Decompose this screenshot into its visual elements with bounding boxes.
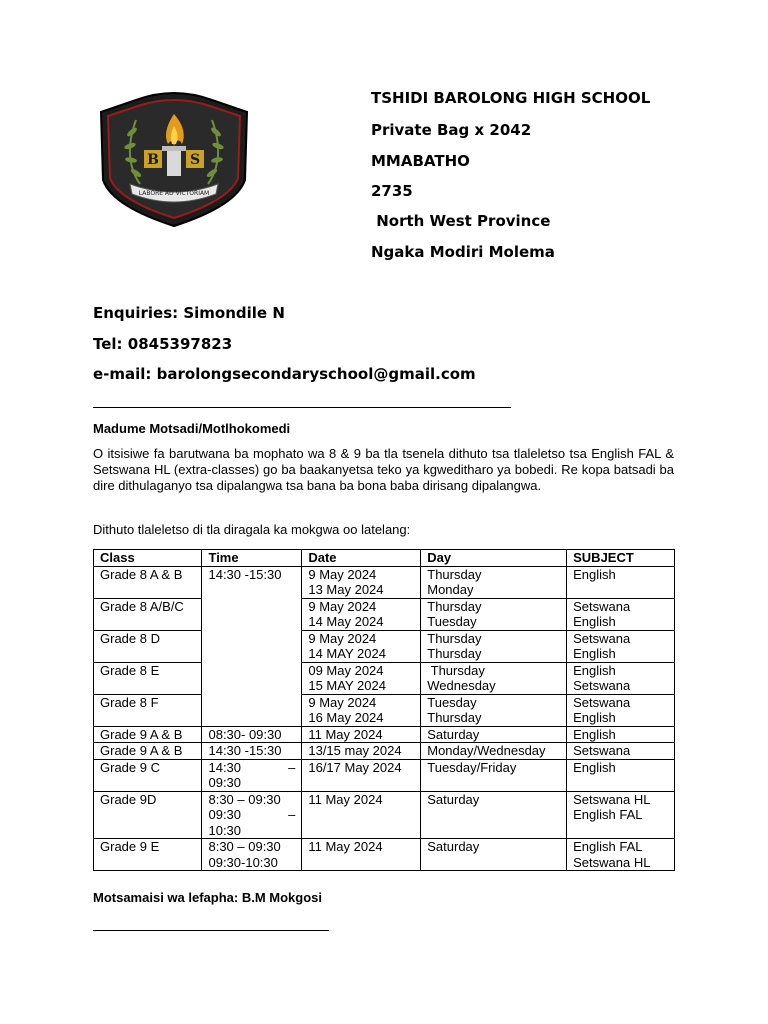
day-line: Thursday [427, 630, 482, 646]
time-segment: – [288, 759, 296, 775]
day-line: Thursday [427, 646, 482, 661]
crest-letter-s: S [189, 152, 201, 168]
time-line: 8:30 – 09:30 [208, 839, 281, 854]
date-cell [302, 630, 421, 662]
day-line: Tuesday/Friday [427, 759, 517, 775]
crest-letter-b: B [147, 152, 159, 168]
day-cell [421, 759, 567, 791]
table-row [94, 726, 675, 743]
time-cell [202, 791, 302, 839]
date-line: 15 MAY 2024 [308, 678, 386, 693]
time-cell [202, 743, 302, 760]
schedule-table [93, 549, 675, 871]
header-subject: SUBJECT [567, 550, 675, 567]
day-cell [421, 630, 567, 662]
subject-line: English [573, 614, 616, 629]
date-cell [302, 726, 421, 743]
date-line: 09 May 2024 [308, 662, 384, 678]
class-cell: Grade 9 A & B [94, 743, 202, 760]
header-date: Date [302, 550, 421, 567]
table-body [94, 566, 675, 871]
day-cell [421, 726, 567, 743]
subject-cell [567, 694, 675, 726]
table-row [94, 598, 675, 630]
header-class: Class [94, 550, 202, 567]
address-line-district: Ngaka Modiri Molema [371, 243, 555, 261]
day-line: Tuesday [427, 614, 477, 629]
time-cell [202, 839, 302, 871]
day-cell [421, 598, 567, 630]
table-row [94, 759, 675, 791]
date-line: 9 May 2024 [308, 630, 377, 646]
subject-cell [567, 839, 675, 871]
time-segment: – [288, 807, 296, 822]
date-line: 9 May 2024 [308, 598, 377, 614]
day-line: Thursday [427, 662, 485, 678]
date-line: 16/17 May 2024 [308, 759, 402, 775]
class-cell: Grade 9 C [94, 759, 202, 791]
subject-cell [567, 743, 675, 760]
signature-rule [93, 930, 329, 931]
subject-line: Setswana [573, 678, 631, 693]
date-line: 14 May 2024 [308, 614, 384, 629]
subject-line: Setswana HL [573, 791, 651, 807]
day-line: Thursday [427, 598, 482, 614]
day-line: Wednesday [427, 678, 496, 693]
date-cell [302, 598, 421, 630]
subject-cell [567, 791, 675, 839]
day-cell [421, 743, 567, 760]
table-row [94, 566, 675, 598]
date-cell [302, 662, 421, 694]
day-line: Monday [427, 582, 474, 597]
subject-line: English [573, 759, 616, 775]
subject-line: Setswana [573, 694, 631, 710]
address-line-postal: Private Bag x 2042 [371, 121, 532, 139]
subject-line: English [573, 566, 616, 582]
date-cell [302, 759, 421, 791]
date-line: 11 May 2024 [308, 791, 383, 807]
subject-line: English FAL [573, 839, 643, 854]
date-line: 11 May 2024 [308, 726, 383, 742]
header-day: Day [421, 550, 567, 567]
address-line-town: MMABATHO [371, 152, 470, 170]
time-line [208, 807, 295, 823]
day-line: Saturday [427, 839, 480, 854]
day-line: Saturday [427, 726, 480, 742]
subject-line: English [573, 710, 616, 725]
schedule-intro: Dithuto tlaleletso di tla diragala ka mokgwa oo latelang: [93, 522, 411, 537]
day-cell [421, 791, 567, 839]
time-segment: 8:30 – 09:30 [208, 791, 281, 807]
date-line: 14 MAY 2024 [308, 646, 386, 661]
time-line: 08:30- 09:30 [208, 726, 282, 742]
email-line: e-mail: barolongsecondaryschool@gmail.com [93, 365, 476, 383]
day-line: Thursday [427, 710, 482, 725]
date-line: 9 May 2024 [308, 566, 377, 582]
class-cell: Grade 9 A & B [94, 726, 202, 743]
day-cell [421, 694, 567, 726]
table-row [94, 630, 675, 662]
table-row [94, 694, 675, 726]
date-cell [302, 839, 421, 871]
class-cell: Grade 8 A & B [94, 566, 202, 598]
subject-cell [567, 759, 675, 791]
day-line: Monday/Wednesday [427, 743, 546, 758]
subject-line: Setswana [573, 598, 631, 614]
class-cell: Grade 8 E [94, 662, 202, 694]
school-crest-logo [96, 88, 252, 228]
subject-line: English [573, 726, 616, 742]
date-line: 13 May 2024 [308, 582, 384, 597]
subject-line: Setswana [573, 630, 631, 646]
enquiries-line: Enquiries: Simondile N [93, 304, 285, 322]
table-row [94, 743, 675, 760]
subject-line: English [573, 646, 616, 661]
class-cell: Grade 9 E [94, 839, 202, 871]
subject-line: Setswana HL [573, 854, 651, 870]
day-line: Tuesday [427, 694, 477, 710]
subject-cell [567, 630, 675, 662]
subject-cell [567, 566, 675, 598]
subject-line: Setswana [573, 743, 631, 758]
day-cell [421, 839, 567, 871]
day-cell [421, 662, 567, 694]
time-segment: 09:30 [208, 807, 242, 822]
date-cell [302, 743, 421, 760]
subject-cell [567, 662, 675, 694]
table-row [94, 839, 675, 871]
table-row [94, 791, 675, 839]
letter-paragraph: O itsisiwe fa barutwana ba mophato wa 8 & 9 ba tla tsenela dithuto tsa tlaleletso tsa English FAL & Setswana HL (extra-classes) go ba baakanyetsa teko ya kgweditharo ya bobedi. Re kopa batsadi ba dire dithulaganyo tsa dipalangwa tsa bana ba bona baba dirisang dipalangwa. [93, 446, 674, 493]
subject-line: English FAL [573, 807, 643, 822]
header-time: Time [202, 550, 302, 567]
time-cell [202, 726, 302, 743]
address-line-province: North West Province [371, 212, 551, 230]
time-line [208, 775, 295, 791]
date-line: 13/15 may 2024 [308, 743, 402, 758]
time-line [208, 792, 295, 808]
date-line: 16 May 2024 [308, 710, 384, 725]
day-line: Thursday [427, 566, 482, 582]
class-cell: Grade 8 F [94, 694, 202, 726]
header-divider [93, 407, 511, 408]
time-cell [202, 759, 302, 791]
time-segment: 09:30 [208, 775, 242, 790]
subject-cell [567, 598, 675, 630]
time-line: 09:30-10:30 [208, 854, 278, 870]
class-cell: Grade 8 D [94, 630, 202, 662]
telephone-line: Tel: 0845397823 [93, 335, 233, 353]
time-line [208, 823, 295, 839]
crest-motto: LABORE AD VICTORIAM [138, 190, 210, 197]
signature-line: Motsamaisi wa lefapha: B.M Mokgosi [93, 890, 322, 905]
table-header-row [94, 550, 675, 567]
date-cell [302, 566, 421, 598]
date-cell [302, 791, 421, 839]
time-segment: 14:30 [208, 759, 242, 775]
subject-cell [567, 726, 675, 743]
time-line [208, 760, 295, 776]
subject-line: English [573, 662, 616, 678]
time-line: 14:30 -15:30 [208, 743, 282, 758]
address-line-code: 2735 [371, 182, 413, 200]
class-cell: Grade 9D [94, 791, 202, 839]
table-row [94, 662, 675, 694]
class-cell: Grade 8 A/B/C [94, 598, 202, 630]
date-line: 9 May 2024 [308, 694, 377, 710]
date-line: 11 May 2024 [308, 839, 383, 854]
date-cell [302, 694, 421, 726]
day-cell [421, 566, 567, 598]
salutation: Madume Motsadi/Motlhokomedi [93, 421, 291, 436]
day-line: Saturday [427, 791, 480, 807]
time-segment: 10:30 [208, 822, 242, 838]
school-name: TSHIDI BAROLONG HIGH SCHOOL [371, 89, 651, 107]
time-cell-shared: 14:30 -15:30 [202, 566, 302, 726]
